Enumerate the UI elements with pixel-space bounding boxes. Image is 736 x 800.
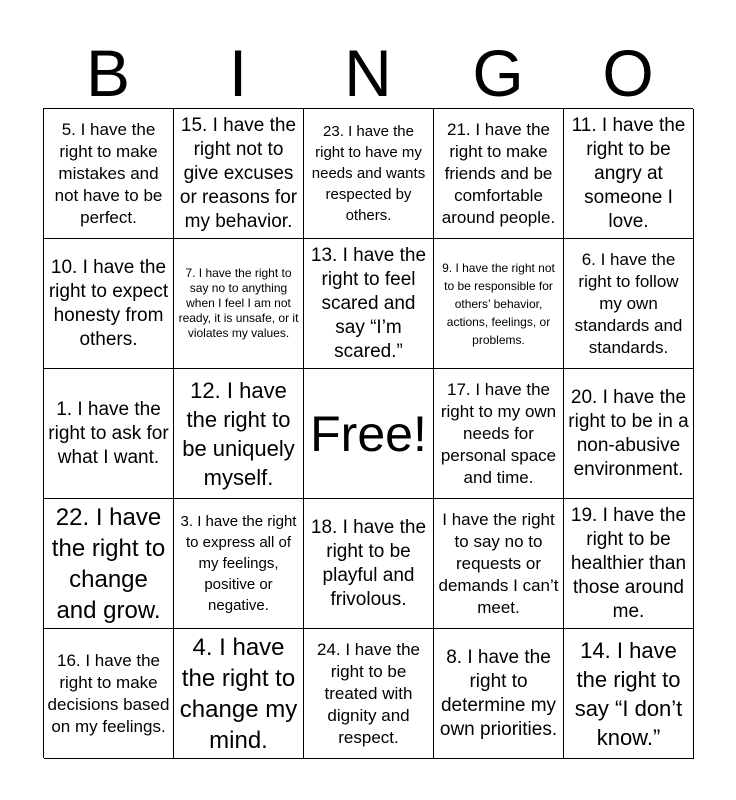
bingo-cell[interactable] [44,369,174,499]
cell-text: 22. I have the right to change and grow. [51,503,166,624]
cell-text: 10. I have the right to expect honesty from others. [48,256,169,350]
cell-text: 3. I have the right to express all of my feelings, positive or negative. [180,513,297,614]
cell-text: 17. I have the right to my own needs for personal space and time. [440,379,557,487]
bingo-cell[interactable] [174,109,304,239]
header-letter-i: I [228,36,248,110]
cell-text: 12. I have the right to be uniquely myself. [182,377,295,490]
cell-text: 11. I have the right to be angry at someone I love. [571,114,686,232]
bingo-cell[interactable] [44,499,174,629]
bingo-cell[interactable] [174,499,304,629]
cell-text: 1. I have the right to ask for what I want. [48,398,169,468]
header-letter-b: B [85,36,131,110]
bingo-cell[interactable] [564,369,694,499]
bingo-cell[interactable] [564,109,694,239]
cell-text: 6. I have the right to follow my own standards and standards. [574,249,683,357]
cell-text: 8. I have the right to determine my own priorities. [439,646,558,740]
bingo-cell[interactable] [434,239,564,369]
bingo-cell[interactable] [434,499,564,629]
header-letter-n: N [344,36,392,110]
bingo-header [43,38,693,108]
cell-text: 23. I have the right to have my needs and wants respected by others. [311,123,426,224]
cell-text: 20. I have the right to be in a non-abusive environment. [568,386,689,480]
free-space-cell[interactable] [304,369,434,499]
bingo-cell[interactable] [434,629,564,759]
bingo-cell[interactable] [174,629,304,759]
bingo-cell[interactable] [174,369,304,499]
bingo-cell[interactable] [44,629,174,759]
bingo-cell[interactable] [564,499,694,629]
bingo-cell[interactable] [304,239,434,369]
cell-text: I have the right to say no to requests or demands I can’t meet. [438,509,559,617]
bingo-cell[interactable] [564,239,694,369]
cell-text: 24. I have the right to be treated with dignity and respect. [316,639,421,747]
header-letter-o: O [602,36,654,110]
bingo-cell[interactable] [304,499,434,629]
bingo-cell[interactable] [434,369,564,499]
bingo-cell[interactable] [304,109,434,239]
cell-text: 4. I have the right to change my mind. [179,633,298,754]
bingo-cell[interactable] [304,629,434,759]
cell-text: 19. I have the right to be healthier than those around me. [570,504,687,622]
cell-text: 16. I have the right to make decisions based on my feelings. [47,650,170,736]
cell-text: 21. I have the right to make friends and be comfortable around people. [441,119,556,227]
bingo-cell[interactable] [44,109,174,239]
cell-text: 9. I have the right not to be responsible for others’ behavior, actions, feelings, or problems. [442,260,555,347]
cell-text: 15. I have the right not to give excuses or reasons for my behavior. [179,114,298,232]
bingo-card-grid [43,108,693,758]
cell-text: 7. I have the right to say no to anything when I feel I am not ready, it is unsafe, or it violates my values. [178,266,299,340]
cell-text: 5. I have the right to make mistakes and not have to be perfect. [54,119,163,227]
bingo-cell[interactable] [434,109,564,239]
cell-text: 13. I have the right to feel scared and say “I’m scared.” [310,244,427,362]
cell-text: 14. I have the right to say “I don’t know.” [574,637,683,750]
header-letter-g: G [472,36,524,110]
bingo-cell[interactable] [174,239,304,369]
cell-text: 18. I have the right to be playful and frivolous. [310,516,427,610]
bingo-cell[interactable] [44,239,174,369]
bingo-cell[interactable] [564,629,694,759]
free-space-label: Free! [310,405,427,462]
